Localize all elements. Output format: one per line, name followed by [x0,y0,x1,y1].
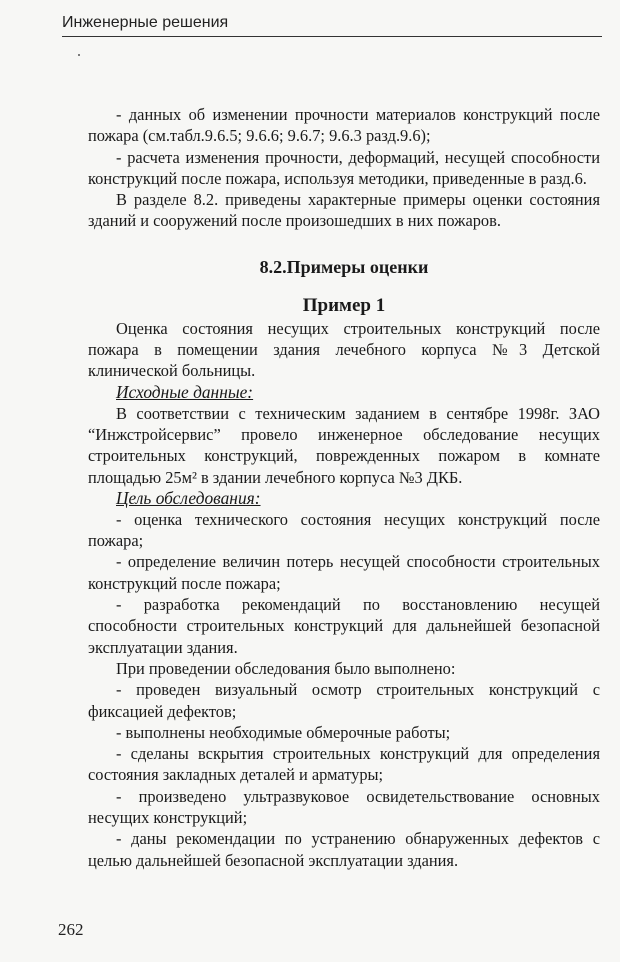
goal-item: - определение величин потерь несущей способности строительных конструкций после пожара; [88,552,600,593]
scan-speck [78,54,80,56]
initial-data-heading: Исходные данные: [116,381,254,402]
intro-closing: В разделе 8.2. приведены характерные примеры оценки состояния зданий и сооружений после произошедших в них пожаров. [88,190,600,231]
performed-intro: При проведении обследования было выполнено: [116,658,456,678]
page-body [88,104,600,871]
goal-heading: Цель обследования: [116,487,261,508]
performed-item: - выполнены необходимые обмерочные работы; [116,722,451,742]
performed-item: - произведено ультразвуковое освидетельствование основных несущих конструкций; [88,786,600,828]
performed-item: - проведен визуальный осмотр строительных конструкций с фиксацией дефектов; [88,680,600,721]
goal-item: - оценка технического состояния несущих конструкций после пожара; [88,509,600,551]
intro-item: - расчета изменения прочности, деформаций, несущей способности конструкций после пожара, используя методики, приведенные в разд.6. [88,147,600,188]
initial-data-text: В соответствии с техническим заданием в сентябре 1998г. ЗАО “Инжстройсервис” провело инженерное обследование несущих строительных конструкций, поврежденных пожаром в комнате площадью 25м² в здании лечебного корпуса №3 ДКБ. [88,403,600,487]
section-title: 8.2.Примеры оценки [259,256,429,277]
goal-item: - разработка рекомендаций по восстановлению несущей способности строительных конструкций для дальнейшей безопасной эксплуатации здания. [88,595,600,657]
performed-item: - даны рекомендации по устранению обнаруженных дефектов с целью дальнейшей безопасной эксплуатации здания. [88,829,600,870]
example-title: Пример 1 [302,294,386,316]
page-number: 262 [58,920,84,939]
running-header: Инженерные решения [62,14,602,37]
intro-item: - данных об изменении прочности материалов конструкций после пожара (см.табл.9.6.5; 9.6.6; 9.6.7; 9.6.3 разд.9.6); [88,105,600,146]
example-description: Оценка состояния несущих строительных конструкций после пожара в помещении здания лечебного корпуса №3 Детской клинической больницы. [88,318,600,381]
performed-item: - сделаны вскрытия строительных конструкций для определения состояния закладных деталей и арматуры; [88,744,600,785]
